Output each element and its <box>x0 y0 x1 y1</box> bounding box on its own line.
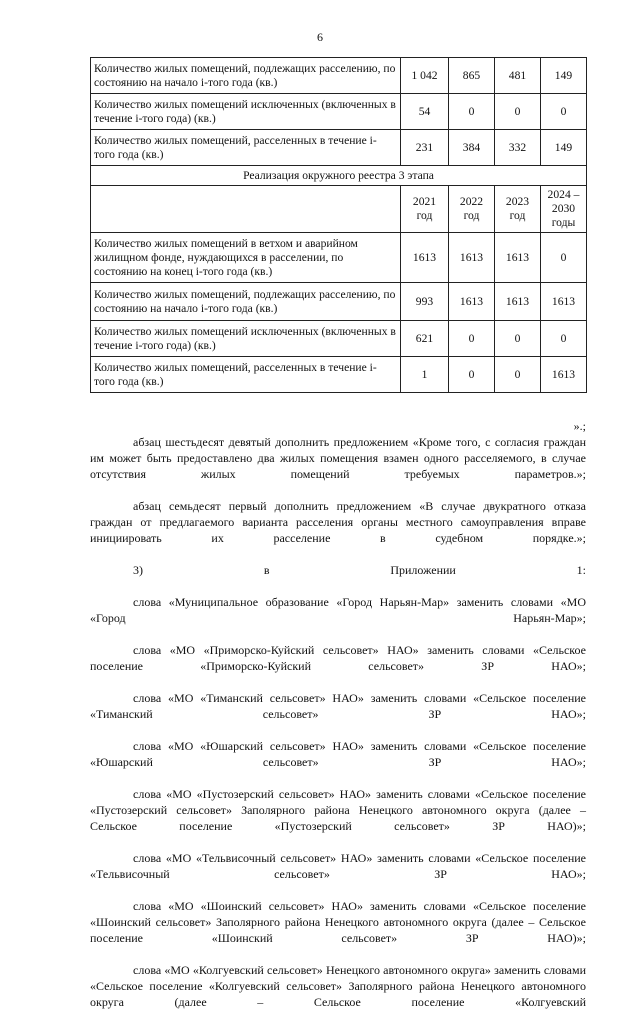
header-empty-cell <box>91 186 401 233</box>
cell-value: 0 <box>495 321 541 357</box>
cell-value: 0 <box>541 233 587 283</box>
header-year-2024-2030: 2024 – 2030 годы <box>541 186 587 233</box>
body-text <box>90 418 586 1010</box>
paragraph: слова «МО «Юшарский сельсовет» НАО» заменить словами «Сельское поселение «Юшарский сельсовет» ЗР НАО»; <box>90 739 586 769</box>
cell-value: 149 <box>541 58 587 94</box>
header-row <box>91 186 587 233</box>
cell-value: 865 <box>449 58 495 94</box>
section-title: Реализация окружного реестра 3 этапа <box>91 166 587 186</box>
section-row <box>91 166 587 186</box>
row-label: Количество жилых помещений исключенных (включенных в течение i-того года) (кв.) <box>91 94 401 130</box>
paragraph: слова «МО «Шоинский сельсовет» НАО» заменить словами «Сельское поселение «Шоинский сельсовет» Заполярного района Ненецкого автономного округа (далее – Сельское поселение «Шоинский сельсовет» ЗР НАО)»; <box>90 899 586 945</box>
cell-value: 149 <box>541 130 587 166</box>
cell-value: 1613 <box>495 283 541 321</box>
table-row <box>91 130 587 166</box>
paragraph: слова «МО «Приморско-Куйский сельсовет» НАО» заменить словами «Сельское поселение «Приморско-Куйский сельсовет» ЗР НАО»; <box>90 643 586 673</box>
row-label: Количество жилых помещений, подлежащих расселению, по состоянию на начало i-того года (кв.) <box>91 58 401 94</box>
cell-value: 0 <box>495 94 541 130</box>
paragraph: абзац семьдесят первый дополнить предложением «В случае двукратного отказа граждан от предлагаемого варианта расселения органы местного самоуправления вправе инициировать их расселение в судебном порядке.»; <box>90 499 586 545</box>
cell-value: 332 <box>495 130 541 166</box>
housing-table <box>90 57 587 393</box>
page-number: 6 <box>317 30 323 44</box>
closing-quote: ».; <box>573 419 586 433</box>
paragraph: слова «МО «Тиманский сельсовет» НАО» заменить словами «Сельское поселение «Тиманский сельсовет» ЗР НАО»; <box>90 691 586 721</box>
cell-value: 1613 <box>541 357 587 393</box>
table-row <box>91 94 587 130</box>
cell-value: 1613 <box>401 233 449 283</box>
table-row <box>91 58 587 94</box>
cell-value: 1613 <box>541 283 587 321</box>
cell-value: 1 <box>401 357 449 393</box>
row-label: Количество жилых помещений в ветхом и аварийном жилищном фонде, нуждающихся в расселении, по состоянию на конец i-того года (кв.) <box>91 233 401 283</box>
cell-value: 1613 <box>449 233 495 283</box>
cell-value: 621 <box>401 321 449 357</box>
header-year-2023: 2023 год <box>495 186 541 233</box>
cell-value: 231 <box>401 130 449 166</box>
paragraph: слова «МО «Колгуевский сельсовет» Ненецкого автономного округа» заменить словами «Сельское поселение «Колгуевский сельсовет» Заполярного района Ненецкого автономного округа (далее – Сельское поселение «Колгуевский <box>90 963 586 1009</box>
row-label: Количество жилых помещений исключенных (включенных в течение i-того года) (кв.) <box>91 321 401 357</box>
cell-value: 481 <box>495 58 541 94</box>
row-label: Количество жилых помещений, расселенных в течение i-того года (кв.) <box>91 357 401 393</box>
table-row <box>91 357 587 393</box>
cell-value: 0 <box>449 357 495 393</box>
table-row <box>91 321 587 357</box>
cell-value: 993 <box>401 283 449 321</box>
header-year-2021: 2021 год <box>401 186 449 233</box>
cell-value: 0 <box>541 94 587 130</box>
paragraph: абзац шестьдесят девятый дополнить предложением «Кроме того, с согласия граждан им может быть предоставлено два жилых помещения взамен одного расселяемого, в случае отсутствия жилых помещений требуемых параметров.»; <box>90 435 586 481</box>
cell-value: 0 <box>541 321 587 357</box>
paragraph: слова «Муниципальное образование «Город Нарьян-Мар» заменить словами «МО «Город Нарьян-Мар»; <box>90 595 586 625</box>
table-row <box>91 283 587 321</box>
paragraph: слова «МО «Пустозерский сельсовет» НАО» заменить словами «Сельское поселение «Пустозерский сельсовет» Заполярного района Ненецкого автономного округа (далее – Сельское поселение «Пустозерский сельсовет» ЗР НАО)»; <box>90 787 586 833</box>
paragraph: 3) в Приложении 1: <box>133 563 586 577</box>
cell-value: 1613 <box>495 233 541 283</box>
row-label: Количество жилых помещений, подлежащих расселению, по состоянию на начало i-того года (кв.) <box>91 283 401 321</box>
cell-value: 0 <box>449 321 495 357</box>
cell-value: 1 042 <box>401 58 449 94</box>
header-year-2022: 2022 год <box>449 186 495 233</box>
cell-value: 54 <box>401 94 449 130</box>
row-label: Количество жилых помещений, расселенных в течение i-того года (кв.) <box>91 130 401 166</box>
table-top-body <box>91 58 587 393</box>
cell-value: 0 <box>495 357 541 393</box>
paragraph: слова «МО «Тельвисочный сельсовет» НАО» заменить словами «Сельское поселение «Тельвисочный сельсовет» ЗР НАО»; <box>90 851 586 881</box>
cell-value: 384 <box>449 130 495 166</box>
cell-value: 1613 <box>449 283 495 321</box>
cell-value: 0 <box>449 94 495 130</box>
table-row <box>91 233 587 283</box>
